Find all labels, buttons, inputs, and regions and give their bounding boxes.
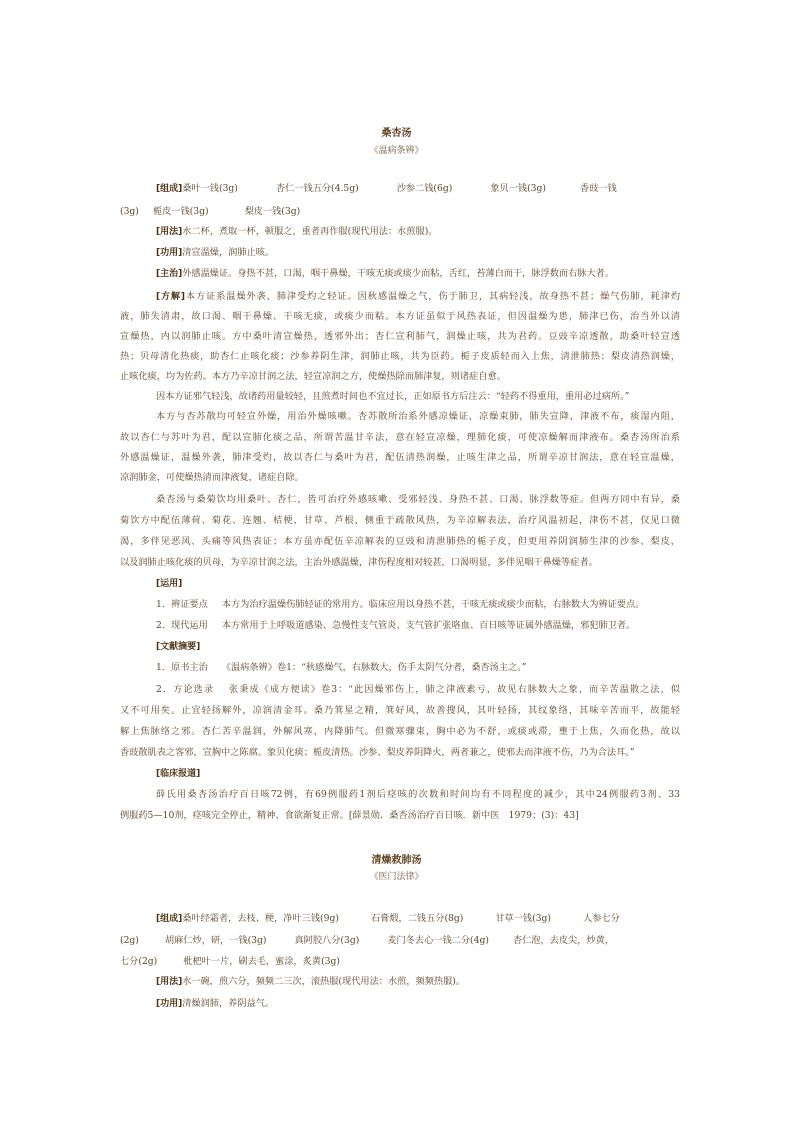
analysis-tag: [方解] — [156, 292, 185, 302]
paragraph-line: 外感温燥证，温燥外袭，肺津受灼，故以杏仁与桑叶为君，配伍清热润燥，止咳生津之品，所谓辛凉甘润法，意在轻宣温燥， — [120, 452, 680, 463]
composition-line-cont: (2g) 胡麻仁炒，研，一钱(3g) 真阿胶八分(3g) 麦门冬去心一钱二分(4g) 杏仁泡，去皮尖，炒黄， — [120, 935, 614, 946]
paragraph-line: 本方与杏苏散均可轻宣外燥，用治外燥咳嗽。杏苏散所治系外感凉燥证，凉燥束肺，肺失宣降，津液不布，痰湿内阻， — [156, 411, 680, 422]
application-heading: [运用] — [156, 579, 183, 589]
paragraph-line: 凉润肺金，可使燥热清而津液复，诸症自除。 — [120, 472, 304, 483]
paragraph-line: 止咳化痰，均为佐药。本方乃辛凉甘润之法，轻宣凉润之方，使燥热除而肺津复，则诸症自愈。 — [120, 371, 506, 382]
literature-item: 2．方论选录 张秉成《成方便读》卷3：“此因燥邪伤上，肺之津液素亏，故见右脉数大之象，而辛苦温散之法，似 — [156, 684, 680, 695]
function-line: [功用]清燥润肺，养阴益气。 — [156, 998, 275, 1009]
indication-tag: [主治] — [156, 269, 183, 279]
clinical-heading: [临床报道] — [156, 769, 201, 779]
paragraph-line: 菊饮方中配伍薄荷、菊花、连翘、桔梗、甘草、芦根，侧重于疏散风热，为辛凉解表法，治疗风温初起，津伤不甚，仅见口微 — [120, 515, 680, 526]
paragraph-line: 以及润肺止咳化痰的贝母，为辛凉甘润之法，主治外感温燥，津伤程度相对较甚，口渴明显，多伴见咽干鼻燥等症者。 — [120, 557, 598, 568]
application-item: 1．辨证要点 本方为治疗温燥伤肺轻证的常用方。临床应用以身热不甚，干咳无痰或痰少而粘，右脉数大为辨证要点。 — [156, 599, 645, 610]
paragraph-line: 解上焦脉络之邪。杏仁苦辛温润，外解风寒，内降肺气。但微寒骤束，胸中必为不舒，或痰或滞，壅于上焦，久而化热，故以 — [120, 726, 680, 737]
paragraph-line: 热；贝母清化热痰，助杏仁止咳化痰；沙参养阴生津，润肺止咳，共为臣药。栀子皮质轻而入上焦，清泄肺热；梨皮清热润燥， — [120, 351, 680, 362]
composition-line: [组成]桑叶一钱(3g) 杏仁一钱五分(4.5g) 沙参二钱(6g) 象贝一钱(3g) 香豉一钱 — [156, 183, 617, 194]
paragraph-line: 薛氏用桑杏汤治疗百日咳72例，有69例服药1剂后痉咳的次数和时间均有不同程度的减少，其中24例服药3剂、33 — [156, 789, 680, 800]
literature-item: 1．原书主治 《温病条辨》卷1：“秋感燥气，右脉数大，伤手太阴气分者，桑杏汤主之。” — [156, 662, 527, 673]
usage-line: [用法]水二杯，煮取一杯，顿服之，重者再作服(现代用法：水煎服)。 — [156, 226, 438, 237]
composition-tag: [组成] — [156, 184, 183, 194]
section-title: 清燥救肺汤 — [371, 855, 422, 866]
function-tag: [功用] — [156, 248, 183, 258]
usage-tag: [用法] — [156, 227, 183, 237]
indication-line: [主治]外感温燥证。身热不甚，口渴，咽干鼻燥，干咳无痰或痰少而粘，舌红，苔薄白而干，脉浮数而右脉大者。 — [156, 268, 615, 279]
function-line: [功用]清宣温燥，润肺止咳。 — [156, 247, 275, 258]
section-source: 《温病条辨》 — [369, 146, 424, 156]
usage-line: [用法]水一碗，煎六分，频频二三次，滚热服(现代用法：水煎，频频热服)。 — [156, 976, 466, 987]
paragraph-line: 例服药5—10剂，痉咳完全停止，精神、食欲渐复正常。[薛景勋．桑杏汤治疗百日咳．新中医 1979；(3)：43] — [120, 810, 579, 821]
composition-line-cont: (3g) 栀皮一钱(3g) 梨皮一钱(3g) — [120, 206, 301, 217]
paragraph-line: 液，肺失清肃，故口渴、咽干鼻燥、干咳无痰，或痰少而粘。本方证虽似于风热表证，但因温燥为患，肺津已伤，治当外以清 — [120, 311, 680, 322]
paragraph-line: 因本方证邪气轻浅，故诸药用量较轻，且煎煮时间也不宜过长，正如原书方后注云：“轻药不得重用，重用必过病所。” — [156, 391, 630, 402]
paragraph-line: 宣燥热，内以润肺止咳。方中桑叶清宣燥热，透邪外出；杏仁宣利肺气，润燥止咳，共为君药。豆豉辛凉透散，助桑叶轻宣透 — [120, 331, 680, 342]
paragraph-line: 故以杏仁与苏叶为君，配以宣肺化痰之品，所谓苦温甘辛法，意在轻宣凉燥，理肺化痰，可使凉燥解而津液布。桑杏汤所治系 — [120, 432, 680, 443]
paragraph-line: 渴，多伴见恶风、头痛等风热表证；本方虽亦配伍辛凉解表的豆豉和清泄肺热的栀子皮，但更用养阴润肺生津的沙参、梨皮， — [120, 536, 680, 547]
paragraph-line: 桑杏汤与桑菊饮均用桑叶、杏仁，皆可治疗外感咳嗽、受邪轻浅、身热不甚、口渴、脉浮数等症。但两方同中有异，桑 — [156, 494, 680, 505]
composition-line: [组成]桑叶经霜者，去枝、梗，净叶三钱(9g) 石膏煅，二钱五分(8g) 甘草一钱(3g) 人参七分 — [156, 913, 620, 924]
application-item: 2．现代运用 本方常用于上呼吸道感染、急慢性支气管炎、支气管扩张咯血、百日咳等证属外感温燥，邪犯肺卫者。 — [156, 620, 636, 631]
analysis-line: [方解]本方证系温燥外袭，肺津受灼之轻证。因秋感温燥之气，伤于肺卫，其病轻浅，故身热不甚；燥气伤肺，耗津灼 — [156, 291, 681, 302]
paragraph-line: 又不可用矣。止宜轻扬解外，凉润清金耳。桑乃箕星之精，箕好风，故善搜风，其叶轻扬，其纹象络，其味辛苦而平，故能轻 — [120, 705, 680, 716]
paragraph-line: 香豉散肌表之客邪，宣胸中之陈腐。象贝化痰；栀皮清热。沙参、梨皮养阴降火，两者兼之，使邪去而津液不伤，乃为合法耳。” — [120, 747, 635, 758]
composition-line-cont: 七分(2g) 枇杷叶一片，刷去毛，蜜涂，炙黄(3g) — [120, 956, 340, 967]
section-title: 桑杏汤 — [381, 128, 412, 139]
section-source: 《医门法律》 — [369, 872, 424, 882]
literature-heading: [文献摘要] — [156, 642, 201, 652]
